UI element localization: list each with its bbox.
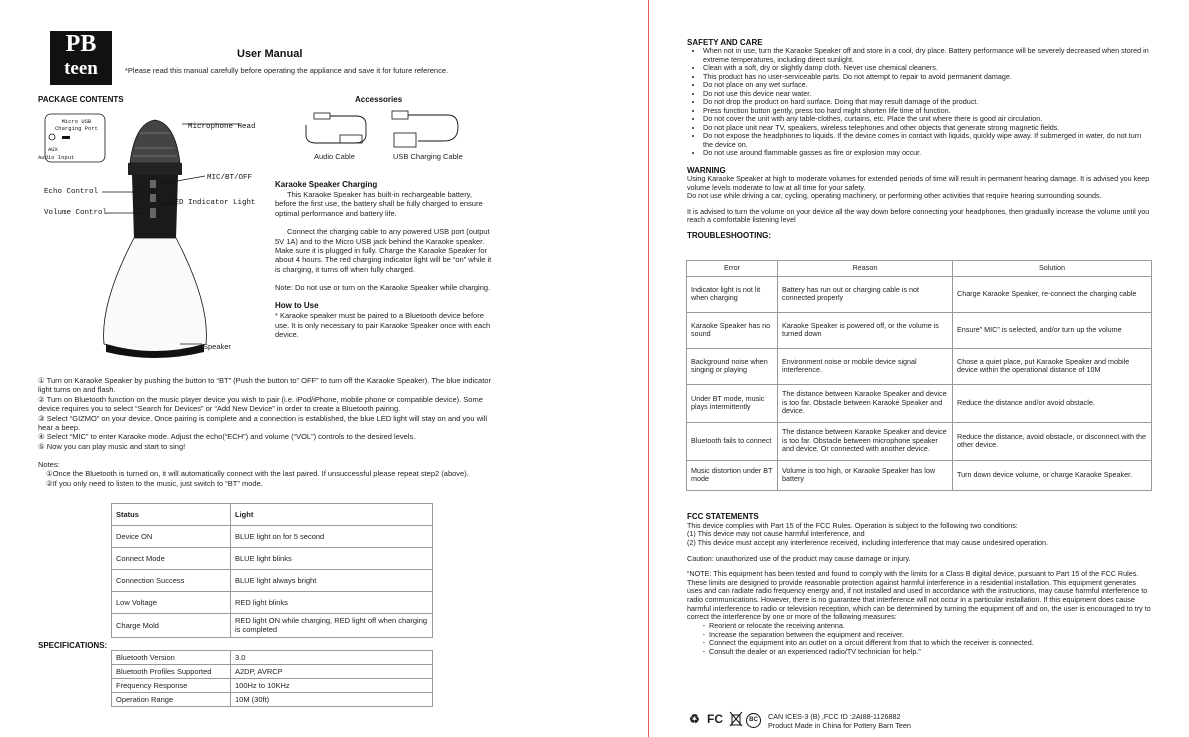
usb-cable-label: USB Charging Cable [393, 152, 463, 161]
table-cell: BLUE light always bright [231, 570, 433, 592]
volume-control-label: Volume Control [44, 209, 108, 217]
recycle-icon: ♻ [689, 712, 700, 726]
table-cell: Reduce the distance and/or avoid obstacle. [953, 384, 1152, 422]
list-item: • Do not drop the product on hard surface. Doing that may result damage of the product. [703, 98, 1152, 106]
list-item: • This product has no user-serviceable parts. Do not attempt to repair to avoid permanent damage. [703, 73, 1152, 81]
table-cell: BLUE light blinks [231, 548, 433, 570]
step-item: ⑤ Now you can play music and start to sing! [38, 441, 186, 451]
table-row [112, 570, 433, 592]
pbteen-logo [50, 31, 112, 85]
charging-note: Note: Do not use or turn on the Karaoke Speaker while charging. [275, 283, 491, 292]
speaker-label: Speaker [203, 342, 231, 351]
table-cell: BLUE light on for 5 second [231, 526, 433, 548]
footer-text [768, 712, 911, 730]
table-row [112, 665, 433, 679]
table-cell: Turn down device volume, or charge Karaoke Speaker. [953, 460, 1152, 490]
table-cell: Bluetooth Profiles Supported [112, 665, 231, 679]
step-item: ① Turn on Karaoke Speaker by pushing the button to “BT” (Push the button to” OFF” to turn off the Karaoke Speaker). The blue indicator light turns on and flash. [38, 376, 491, 395]
table-cell: Connect Mode [112, 548, 231, 570]
list-item: • Do not place unit near TV, speakers, wireless telephones and other objects that generate strong magnetic fields. [703, 124, 1152, 132]
warning-p3: It is advised to turn the volume on your device all the way down before connecting your headphones, then gradually increase the volume until you reach a comfortable listening level [687, 206, 1150, 225]
micro-usb-text: Micro USB [61, 118, 92, 125]
aux-label: AUX [48, 146, 58, 153]
list-item: - Reorient or relocate the receiving antenna. [709, 622, 1152, 631]
table-cell: Karaoke Speaker has no sound [687, 312, 778, 348]
warning-p1: Using Karaoke Speaker at high to moderate volumes for extended periods of time will result in permanent hearing damage. It is advised you keep volume levels moderate to low at all time for your safety. [687, 174, 1150, 192]
list-item: • Do not use around flammable gasses as fire or explosion may occur. [703, 149, 1152, 157]
accessories-heading: Accessories [355, 95, 403, 104]
charging-port-text: Charging Port [55, 125, 98, 132]
list-item: • Do not cover the unit with any table-clothes, curtains, etc. Place the unit where there is good air circulation. [703, 115, 1152, 123]
list-item: - Connect the equipment into an outlet on a circuit different from that to which the receiver is connected. [709, 639, 1152, 648]
step-item: ④ Select “MIC” to enter Karaoke mode. Adjust the echo(“ECH”) and volume (“VOL”) controls to the desired levels. [38, 432, 416, 442]
table-row [687, 348, 1152, 384]
footer-line1: CAN ICES-3 (B) ,FCC ID :2AI88-1126882 [768, 712, 901, 721]
table-row [112, 679, 433, 693]
warning-p2: Do not use while driving a car, cycling, operating machinery, or performing other activities that require hearing surrounding sounds. [687, 191, 1102, 201]
fcc-section [687, 512, 1152, 657]
step-item: ② Turn on Bluetooth function on the music player device you wish to pair (i.e. iPod/iPhone, mobile phone or compatible device). Some device requires you to select “Search for Devices” or “Add New Device” in order to create a Bluetooth pairing. [38, 394, 483, 414]
caution-text: Caution: unauthorized use of the product may cause damage or injury. [687, 553, 911, 563]
table-cell: Low Voltage [112, 592, 231, 614]
note-item: ①Once the Bluetooth is turned on, it will automatically connect with the last paired. If unsuccessful please repeat step2 (above). [46, 469, 469, 479]
table-row [112, 693, 433, 707]
weee-bin-icon [729, 711, 743, 727]
how-to-use-heading: How to Use [275, 301, 319, 311]
table-cell: Under BT mode, music plays intermittently [687, 384, 778, 422]
safety-list [687, 47, 1152, 157]
accessories-illustration [298, 105, 468, 150]
list-item: • When not in use, turn the Karaoke Speaker off and store in a cool, dry place. Battery performance will be severely decreased when stored in extreme temperatures, including direct sunlight. [703, 47, 1152, 64]
karaoke-speaker-diagram [40, 108, 270, 360]
fcc-line: This device complies with Part 15 of the FCC Rules. Operation is subject to the following two conditions: [687, 520, 1018, 530]
notes-label: Notes: [38, 460, 60, 469]
table-header-row [112, 504, 433, 526]
table-header: Reason [778, 261, 953, 277]
specifications-table [111, 650, 433, 707]
table-cell: Chose a quiet place, put Karaoke Speaker and mobile device within the operational distance of 10M [953, 348, 1152, 384]
table-cell: Music distortion under BT mode [687, 460, 778, 490]
footer-line2: Product Made in China for Pottery Barn Teen [768, 721, 911, 730]
charging-heading: Karaoke Speaker Charging [275, 180, 378, 189]
table-cell: Bluetooth Version [112, 651, 231, 665]
list-item: • Do not expose the headphones to liquids. If the device comes in contact with liquids, quickly wipe away. If submerged in water, do not turn the device on. [703, 132, 1152, 149]
table-cell: Connection Success [112, 570, 231, 592]
table-row [112, 592, 433, 614]
charging-p2: Connect the charging cable to any powered USB port (output 5V 1A) and to the Micro USB jack behind the Karaoke speaker. Make sure it is plugged in fully. Charge the Karaoke Speaker for about 4 hours. The red charging indicator light will be “on” while it is charging, it turns off when fully charged. [275, 227, 492, 274]
led-indicator-label: LED Indicator Light [170, 199, 256, 207]
table-row [687, 460, 1152, 490]
table-header: Status [112, 504, 231, 526]
troubleshooting-table [686, 260, 1152, 491]
table-cell: The distance between Karaoke Speaker and device is too far. Obstacle between microphone speaker and device. Or connected with another device. [778, 422, 953, 460]
table-row [687, 422, 1152, 460]
table-cell: Environment noise or mobile device signal interference. [778, 348, 953, 384]
table-cell: RED light blinks [231, 592, 433, 614]
table-cell: Reduce the distance, avoid obstacle, or disconnect with the other device. [953, 422, 1152, 460]
table-header-row [687, 261, 1152, 277]
table-row [112, 651, 433, 665]
mic-bt-off-label: MIC/BT/OFF [207, 174, 253, 182]
fcc-line: (1) This device may not cause harmful interference, and [687, 529, 865, 539]
list-item: - Consult the dealer or an experienced radio/TV technician for help.” [709, 648, 1152, 657]
table-cell: RED light ON while charging, RED light off when charging is completed [231, 614, 433, 638]
fcc-mark: FC [707, 712, 723, 726]
charging-section [275, 180, 495, 340]
table-cell: Charge Karaoke Speaker, re-connect the charging cable [953, 276, 1152, 312]
table-cell: Background noise when singing or playing [687, 348, 778, 384]
table-cell: Device ON [112, 526, 231, 548]
table-cell: Karaoke Speaker is powered off, or the volume is turned down [778, 312, 953, 348]
echo-control-label: Echo Control [44, 188, 99, 196]
list-item: • Do not use this device near water. [703, 90, 1152, 98]
page-gap [545, 0, 648, 737]
package-contents-heading: PACKAGE CONTENTS [38, 95, 124, 104]
safety-section [687, 38, 1152, 240]
table-header: Solution [953, 261, 1152, 277]
manual-subtitle: *Please read this manual carefully before operating the appliance and save it for future reference. [125, 66, 449, 75]
audio-cable-label: Audio Cable [314, 152, 355, 161]
table-cell: Operation Range [112, 693, 231, 707]
fcc-heading: FCC STATEMENTS [687, 512, 759, 521]
list-item: • Do not place on any wet surface. [703, 81, 1152, 89]
table-cell: Battery has run out or charging cable is not connected properly [778, 276, 953, 312]
specifications-heading: SPECIFICATIONS: [38, 641, 108, 650]
safety-heading: SAFETY AND CARE [687, 38, 763, 47]
table-cell: Volume is too high, or Karaoke Speaker has low battery [778, 460, 953, 490]
table-cell: Bluetooth fails to connect [687, 422, 778, 460]
table-row [112, 614, 433, 638]
charging-p1: This Karaoke Speaker has built-in rechargeable battery, before the first use, the battery shall be fully charged to ensure optimal performance and battery life. [275, 190, 483, 218]
audio-input-label: Audio Input [38, 154, 75, 161]
table-header: Light [231, 504, 433, 526]
list-item: - Increase the separation between the equipment and receiver. [709, 631, 1152, 640]
logo-line1: PB [65, 31, 97, 57]
table-cell: Indicator light is not lit when charging [687, 276, 778, 312]
left-page [0, 0, 546, 737]
bc-mark: BC [746, 713, 761, 728]
table-cell: The distance between Karaoke Speaker and device is too far. Obstacle between Karaoke Speaker and device. [778, 384, 953, 422]
troubleshooting-heading: TROUBLESHOOTING: [687, 230, 771, 240]
how-to-use-text: * Karaoke speaker must be paired to a Bluetooth device before use. It is only necessary to pair Karaoke Speaker once with each device. [275, 311, 491, 340]
table-row [112, 526, 433, 548]
warning-heading: WARNING [687, 165, 726, 175]
table-row [687, 384, 1152, 422]
measures-list [687, 622, 1152, 657]
steps-list [38, 376, 498, 488]
table-cell: 100Hz to 10KHz [231, 679, 433, 693]
table-cell: A2DP, AVRCP [231, 665, 433, 679]
table-row [687, 312, 1152, 348]
step-item: ③ Select “GIZMO” on your device. Once pairing is complete and a connection is established, the blue LED light will stay on and you will hear a beep. [38, 413, 488, 432]
list-item: • Press function button gently, press too hard might shorten life time of function. [703, 107, 1152, 115]
table-row [687, 276, 1152, 312]
note-item: ②If you only need to listen to the music, just switch to “BT” mode. [46, 478, 263, 488]
page-title: User Manual [237, 48, 303, 60]
table-cell: Frequency Response [112, 679, 231, 693]
table-cell: 10M (30ft) [231, 693, 433, 707]
logo-line2: teen [64, 58, 98, 79]
list-item: • Clean with a soft, dry or slightly damp cloth. Never use chemical cleaners. [703, 64, 1152, 72]
table-header: Error [687, 261, 778, 277]
table-row [112, 548, 433, 570]
fcc-line: (2) This device must accept any interference received, including interference that may cause undesired operation. [687, 537, 1049, 547]
right-page [648, 0, 1189, 737]
fcc-note: “NOTE: This equipment has been tested and found to comply with the limits for a Class B digital device, pursuant to Part 15 of the FCC Rules. These limits are designed to provide reasonable protection against harmful interference in a residential installation. This equipment generates uses and can radiate radio frequency energy and, if not installed and used in accordance with the instructions, may cause harmful interference to radio communications. However, there is no guarantee that interference will not occur in a particular installation. If this equipment does cause harmful interference to radio or television reception, which can be determined by turning the equipment off and on, the user is encouraged to try to correct the interference by one or more of the following measures: [687, 569, 1151, 622]
table-cell: Charge Mold [112, 614, 231, 638]
table-cell: Ensure” MIC” is selected, and/or turn up the volume [953, 312, 1152, 348]
status-light-table [111, 503, 433, 638]
micro-usb-label [55, 118, 98, 132]
microphone-head-label: Microphone Head [188, 123, 256, 131]
table-cell: 3.0 [231, 651, 433, 665]
